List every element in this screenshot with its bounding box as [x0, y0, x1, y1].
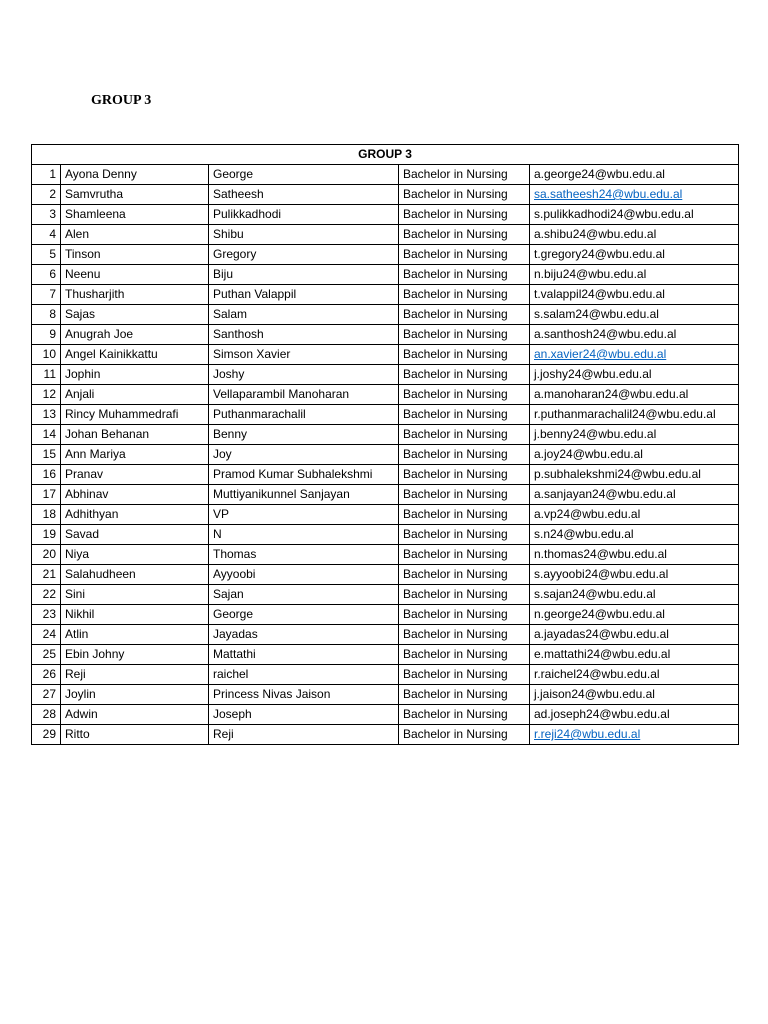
table-row [32, 225, 739, 245]
email-cell: j.joshy24@wbu.edu.al [530, 365, 739, 385]
email-cell: a.george24@wbu.edu.al [530, 165, 739, 185]
table-row [32, 665, 739, 685]
row-number: 1 [32, 165, 61, 185]
table-title: GROUP 3 [32, 145, 739, 165]
table-row [32, 465, 739, 485]
program-cell: Bachelor in Nursing [399, 225, 530, 245]
last-name-cell: Joy [209, 445, 399, 465]
table-row [32, 685, 739, 705]
email-cell: a.jayadas24@wbu.edu.al [530, 625, 739, 645]
row-number: 9 [32, 325, 61, 345]
row-number: 21 [32, 565, 61, 585]
table-row [32, 445, 739, 465]
first-name-cell: Sini [61, 585, 209, 605]
email-cell: a.joy24@wbu.edu.al [530, 445, 739, 465]
table-row [32, 725, 739, 745]
email-cell [530, 185, 739, 205]
program-cell: Bachelor in Nursing [399, 605, 530, 625]
email-cell [530, 725, 739, 745]
row-number: 8 [32, 305, 61, 325]
row-number: 7 [32, 285, 61, 305]
last-name-cell: raichel [209, 665, 399, 685]
table-row [32, 205, 739, 225]
email-cell: s.salam24@wbu.edu.al [530, 305, 739, 325]
program-cell: Bachelor in Nursing [399, 525, 530, 545]
table-row [32, 165, 739, 185]
row-number: 26 [32, 665, 61, 685]
last-name-cell: Thomas [209, 545, 399, 565]
first-name-cell: Ann Mariya [61, 445, 209, 465]
table-row [32, 525, 739, 545]
table-row [32, 605, 739, 625]
table-row [32, 345, 739, 365]
last-name-cell: Vellaparambil Manoharan [209, 385, 399, 405]
program-cell: Bachelor in Nursing [399, 365, 530, 385]
last-name-cell: Pramod Kumar Subhalekshmi [209, 465, 399, 485]
table-row [32, 585, 739, 605]
table-row [32, 365, 739, 385]
table-row [32, 645, 739, 665]
table-row [32, 545, 739, 565]
program-cell: Bachelor in Nursing [399, 665, 530, 685]
email-cell [530, 345, 739, 365]
email-cell: s.ayyoobi24@wbu.edu.al [530, 565, 739, 585]
program-cell: Bachelor in Nursing [399, 625, 530, 645]
program-cell: Bachelor in Nursing [399, 205, 530, 225]
email-cell: a.manoharan24@wbu.edu.al [530, 385, 739, 405]
row-number: 3 [32, 205, 61, 225]
row-number: 5 [32, 245, 61, 265]
first-name-cell: Ritto [61, 725, 209, 745]
program-cell: Bachelor in Nursing [399, 585, 530, 605]
last-name-cell: Puthan Valappil [209, 285, 399, 305]
program-cell: Bachelor in Nursing [399, 565, 530, 585]
first-name-cell: Rincy Muhammedrafi [61, 405, 209, 425]
first-name-cell: Adwin [61, 705, 209, 725]
page-title: GROUP 3 [91, 93, 152, 108]
row-number: 24 [32, 625, 61, 645]
row-number: 23 [32, 605, 61, 625]
first-name-cell: Neenu [61, 265, 209, 285]
row-number: 15 [32, 445, 61, 465]
row-number: 19 [32, 525, 61, 545]
email-cell: e.mattathi24@wbu.edu.al [530, 645, 739, 665]
program-cell: Bachelor in Nursing [399, 505, 530, 525]
row-number: 27 [32, 685, 61, 705]
email-cell: r.raichel24@wbu.edu.al [530, 665, 739, 685]
first-name-cell: Atlin [61, 625, 209, 645]
first-name-cell: Tinson [61, 245, 209, 265]
row-number: 16 [32, 465, 61, 485]
email-cell: ad.joseph24@wbu.edu.al [530, 705, 739, 725]
table-row [32, 705, 739, 725]
last-name-cell: Ayyoobi [209, 565, 399, 585]
program-cell: Bachelor in Nursing [399, 325, 530, 345]
last-name-cell: Santhosh [209, 325, 399, 345]
row-number: 29 [32, 725, 61, 745]
email-cell: a.santhosh24@wbu.edu.al [530, 325, 739, 345]
first-name-cell: Sajas [61, 305, 209, 325]
last-name-cell: Benny [209, 425, 399, 445]
last-name-cell: Mattathi [209, 645, 399, 665]
last-name-cell: Shibu [209, 225, 399, 245]
table-row [32, 485, 739, 505]
email-cell: t.gregory24@wbu.edu.al [530, 245, 739, 265]
first-name-cell: Ayona Denny [61, 165, 209, 185]
table-row [32, 385, 739, 405]
first-name-cell: Reji [61, 665, 209, 685]
program-cell: Bachelor in Nursing [399, 245, 530, 265]
first-name-cell: Adhithyan [61, 505, 209, 525]
program-cell: Bachelor in Nursing [399, 305, 530, 325]
row-number: 4 [32, 225, 61, 245]
email-cell: a.vp24@wbu.edu.al [530, 505, 739, 525]
last-name-cell: VP [209, 505, 399, 525]
email-cell: r.puthanmarachalil24@wbu.edu.al [530, 405, 739, 425]
last-name-cell: Gregory [209, 245, 399, 265]
last-name-cell: Satheesh [209, 185, 399, 205]
last-name-cell: N [209, 525, 399, 545]
last-name-cell: Salam [209, 305, 399, 325]
program-cell: Bachelor in Nursing [399, 405, 530, 425]
table-row [32, 325, 739, 345]
first-name-cell: Anugrah Joe [61, 325, 209, 345]
first-name-cell: Shamleena [61, 205, 209, 225]
row-number: 28 [32, 705, 61, 725]
program-cell: Bachelor in Nursing [399, 685, 530, 705]
first-name-cell: Jophin [61, 365, 209, 385]
row-number: 6 [32, 265, 61, 285]
first-name-cell: Niya [61, 545, 209, 565]
last-name-cell: Princess Nivas Jaison [209, 685, 399, 705]
email-cell: s.pulikkadhodi24@wbu.edu.al [530, 205, 739, 225]
row-number: 12 [32, 385, 61, 405]
last-name-cell: Muttiyanikunnel Sanjayan [209, 485, 399, 505]
first-name-cell: Alen [61, 225, 209, 245]
first-name-cell: Joylin [61, 685, 209, 705]
email-cell: s.sajan24@wbu.edu.al [530, 585, 739, 605]
table-row [32, 185, 739, 205]
program-cell: Bachelor in Nursing [399, 285, 530, 305]
program-cell: Bachelor in Nursing [399, 645, 530, 665]
email-cell: p.subhalekshmi24@wbu.edu.al [530, 465, 739, 485]
table-row [32, 305, 739, 325]
table-row [32, 625, 739, 645]
table-row [32, 565, 739, 585]
email-cell: n.george24@wbu.edu.al [530, 605, 739, 625]
email-cell: s.n24@wbu.edu.al [530, 525, 739, 545]
last-name-cell: Pulikkadhodi [209, 205, 399, 225]
program-cell: Bachelor in Nursing [399, 705, 530, 725]
email-cell: n.biju24@wbu.edu.al [530, 265, 739, 285]
first-name-cell: Salahudheen [61, 565, 209, 585]
first-name-cell: Ebin Johny [61, 645, 209, 665]
table-row [32, 425, 739, 445]
email-link[interactable]: r.reji24@wbu.edu.al [534, 727, 641, 741]
row-number: 13 [32, 405, 61, 425]
first-name-cell: Savad [61, 525, 209, 545]
program-cell: Bachelor in Nursing [399, 485, 530, 505]
table-row [32, 505, 739, 525]
table-row [32, 285, 739, 305]
last-name-cell: Reji [209, 725, 399, 745]
program-cell: Bachelor in Nursing [399, 265, 530, 285]
last-name-cell: Joshy [209, 365, 399, 385]
first-name-cell: Thusharjith [61, 285, 209, 305]
row-number: 20 [32, 545, 61, 565]
program-cell: Bachelor in Nursing [399, 165, 530, 185]
email-link[interactable]: sa.satheesh24@wbu.edu.al [534, 187, 683, 201]
row-number: 10 [32, 345, 61, 365]
table-row [32, 265, 739, 285]
last-name-cell: Biju [209, 265, 399, 285]
last-name-cell: Sajan [209, 585, 399, 605]
row-number: 11 [32, 365, 61, 385]
first-name-cell: Pranav [61, 465, 209, 485]
program-cell: Bachelor in Nursing [399, 445, 530, 465]
last-name-cell: Joseph [209, 705, 399, 725]
first-name-cell: Samvrutha [61, 185, 209, 205]
email-cell: j.benny24@wbu.edu.al [530, 425, 739, 445]
group-roster-table [31, 144, 739, 745]
last-name-cell: George [209, 605, 399, 625]
email-cell: n.thomas24@wbu.edu.al [530, 545, 739, 565]
program-cell: Bachelor in Nursing [399, 185, 530, 205]
email-link[interactable]: an.xavier24@wbu.edu.al [534, 347, 667, 361]
program-cell: Bachelor in Nursing [399, 545, 530, 565]
table-row [32, 405, 739, 425]
table-title-row [32, 145, 739, 165]
program-cell: Bachelor in Nursing [399, 725, 530, 745]
row-number: 18 [32, 505, 61, 525]
table-row [32, 245, 739, 265]
program-cell: Bachelor in Nursing [399, 385, 530, 405]
email-cell: a.sanjayan24@wbu.edu.al [530, 485, 739, 505]
row-number: 25 [32, 645, 61, 665]
email-cell: a.shibu24@wbu.edu.al [530, 225, 739, 245]
row-number: 17 [32, 485, 61, 505]
first-name-cell: Abhinav [61, 485, 209, 505]
program-cell: Bachelor in Nursing [399, 465, 530, 485]
email-cell: t.valappil24@wbu.edu.al [530, 285, 739, 305]
program-cell: Bachelor in Nursing [399, 345, 530, 365]
last-name-cell: Jayadas [209, 625, 399, 645]
first-name-cell: Anjali [61, 385, 209, 405]
last-name-cell: Puthanmarachalil [209, 405, 399, 425]
table-body [32, 165, 739, 745]
row-number: 22 [32, 585, 61, 605]
first-name-cell: Nikhil [61, 605, 209, 625]
row-number: 2 [32, 185, 61, 205]
program-cell: Bachelor in Nursing [399, 425, 530, 445]
first-name-cell: Johan Behanan [61, 425, 209, 445]
last-name-cell: Simson Xavier [209, 345, 399, 365]
email-cell: j.jaison24@wbu.edu.al [530, 685, 739, 705]
first-name-cell: Angel Kainikkattu [61, 345, 209, 365]
last-name-cell: George [209, 165, 399, 185]
row-number: 14 [32, 425, 61, 445]
